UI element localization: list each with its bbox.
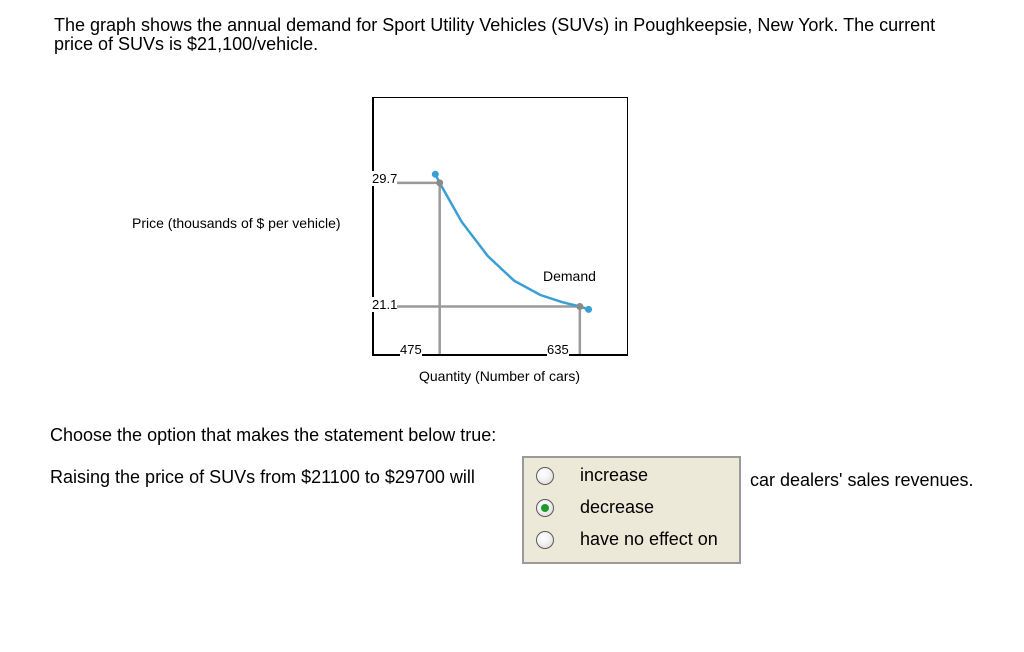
radio-selected-dot: [541, 504, 549, 512]
y-tick-high: 29.7: [372, 171, 398, 186]
option-increase-label: increase: [580, 465, 649, 485]
x-tick-left: 475: [400, 342, 422, 357]
statement-lead: Raising the price of SUVs from $21100 to $29700 will: [50, 467, 475, 487]
statement-tail: car dealers' sales revenues.: [750, 470, 974, 490]
demand-curve-endpoint-bottom: [585, 306, 592, 313]
x-axis-label: Quantity (Number of cars): [419, 368, 581, 384]
demand-curve-endpoint-top: [432, 171, 439, 178]
demand-curve: [435, 174, 588, 309]
marked-point-1: [576, 303, 583, 310]
radio-increase[interactable]: [536, 467, 554, 485]
option-no-effect-label: have no effect on: [580, 529, 718, 549]
question-prompt: Choose the option that makes the statement below true:: [50, 425, 497, 445]
intro-text: The graph shows the annual demand for Sport Utility Vehicles (SUVs) in Poughkeepsie, New York. The current price of SUVs is $21,100/vehicle.: [54, 15, 936, 54]
graph-plot: [374, 98, 628, 354]
option-no-effect[interactable]: [524, 527, 739, 557]
answer-options: [522, 456, 741, 564]
option-increase[interactable]: [524, 463, 739, 493]
demand-curve-label: Demand: [543, 268, 596, 284]
x-tick-right: 635: [547, 342, 569, 357]
option-decrease[interactable]: [524, 495, 739, 525]
y-tick-low: 21.1: [372, 297, 398, 312]
radio-decrease[interactable]: [536, 499, 554, 517]
demand-graph: [372, 97, 628, 356]
marked-point-0: [436, 179, 443, 186]
y-axis-label: Price (thousands of $ per vehicle): [132, 215, 341, 231]
option-decrease-label: decrease: [580, 497, 655, 517]
radio-no-effect[interactable]: [536, 531, 554, 549]
